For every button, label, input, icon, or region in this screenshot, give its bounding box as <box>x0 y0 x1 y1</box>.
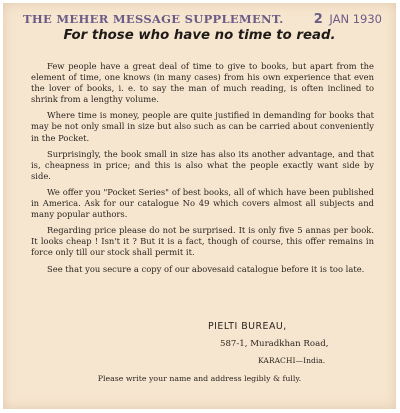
supplement-stamp: THE MEHER MESSAGE SUPPLEMENT. <box>23 12 284 26</box>
paragraph: Few people have a great deal of time to give to books, but apart from the element of time, one knows (in many cases) from his own experience that even the lover of books, i. e. to say the man of much reading, is often inclined to shrink from a lengthy volume. <box>31 61 374 105</box>
paragraph: See that you secure a copy of our abovesaid catalogue before it is too late. <box>47 263 365 274</box>
paragraph: Surprisingly, the book small in size has also its another advantage, and that is, cheapness in price; and this is also what the people exactly want side by side. <box>31 148 374 181</box>
sender-city: KARACHI—India. <box>258 356 326 365</box>
sender-street: 587-1, Muradkhan Road, <box>220 339 329 349</box>
paragraph: Regarding price please do not be surprised. It is only five 5 annas per book. It looks cheap ! Isn't it ? But it is a fact, though of course, this offer remains in force only till our stock shall permit it. <box>31 225 374 258</box>
date-stamp-text: JAN 1930 <box>329 12 382 26</box>
headline: For those who have no time to read. <box>63 28 336 43</box>
date-stamp-number: 2 <box>313 12 323 27</box>
document-page <box>3 3 396 409</box>
paragraph: We offer you "Pocket Series" of best books, all of which have been published in America. Ask for our catalogue No 49 which covers almost all subjects and many popular authors. <box>31 186 374 220</box>
body-text <box>31 61 374 280</box>
sender-name: PIELTI BUREAU, <box>208 321 287 332</box>
date-stamp <box>314 12 382 27</box>
footer-note: Please write your name and address legibly & fully. <box>97 374 302 383</box>
paragraph: Where time is money, people are quite justified in demanding for books that may be not only small in size but also such as can be carried about conveniently in the Pocket. <box>31 110 374 143</box>
